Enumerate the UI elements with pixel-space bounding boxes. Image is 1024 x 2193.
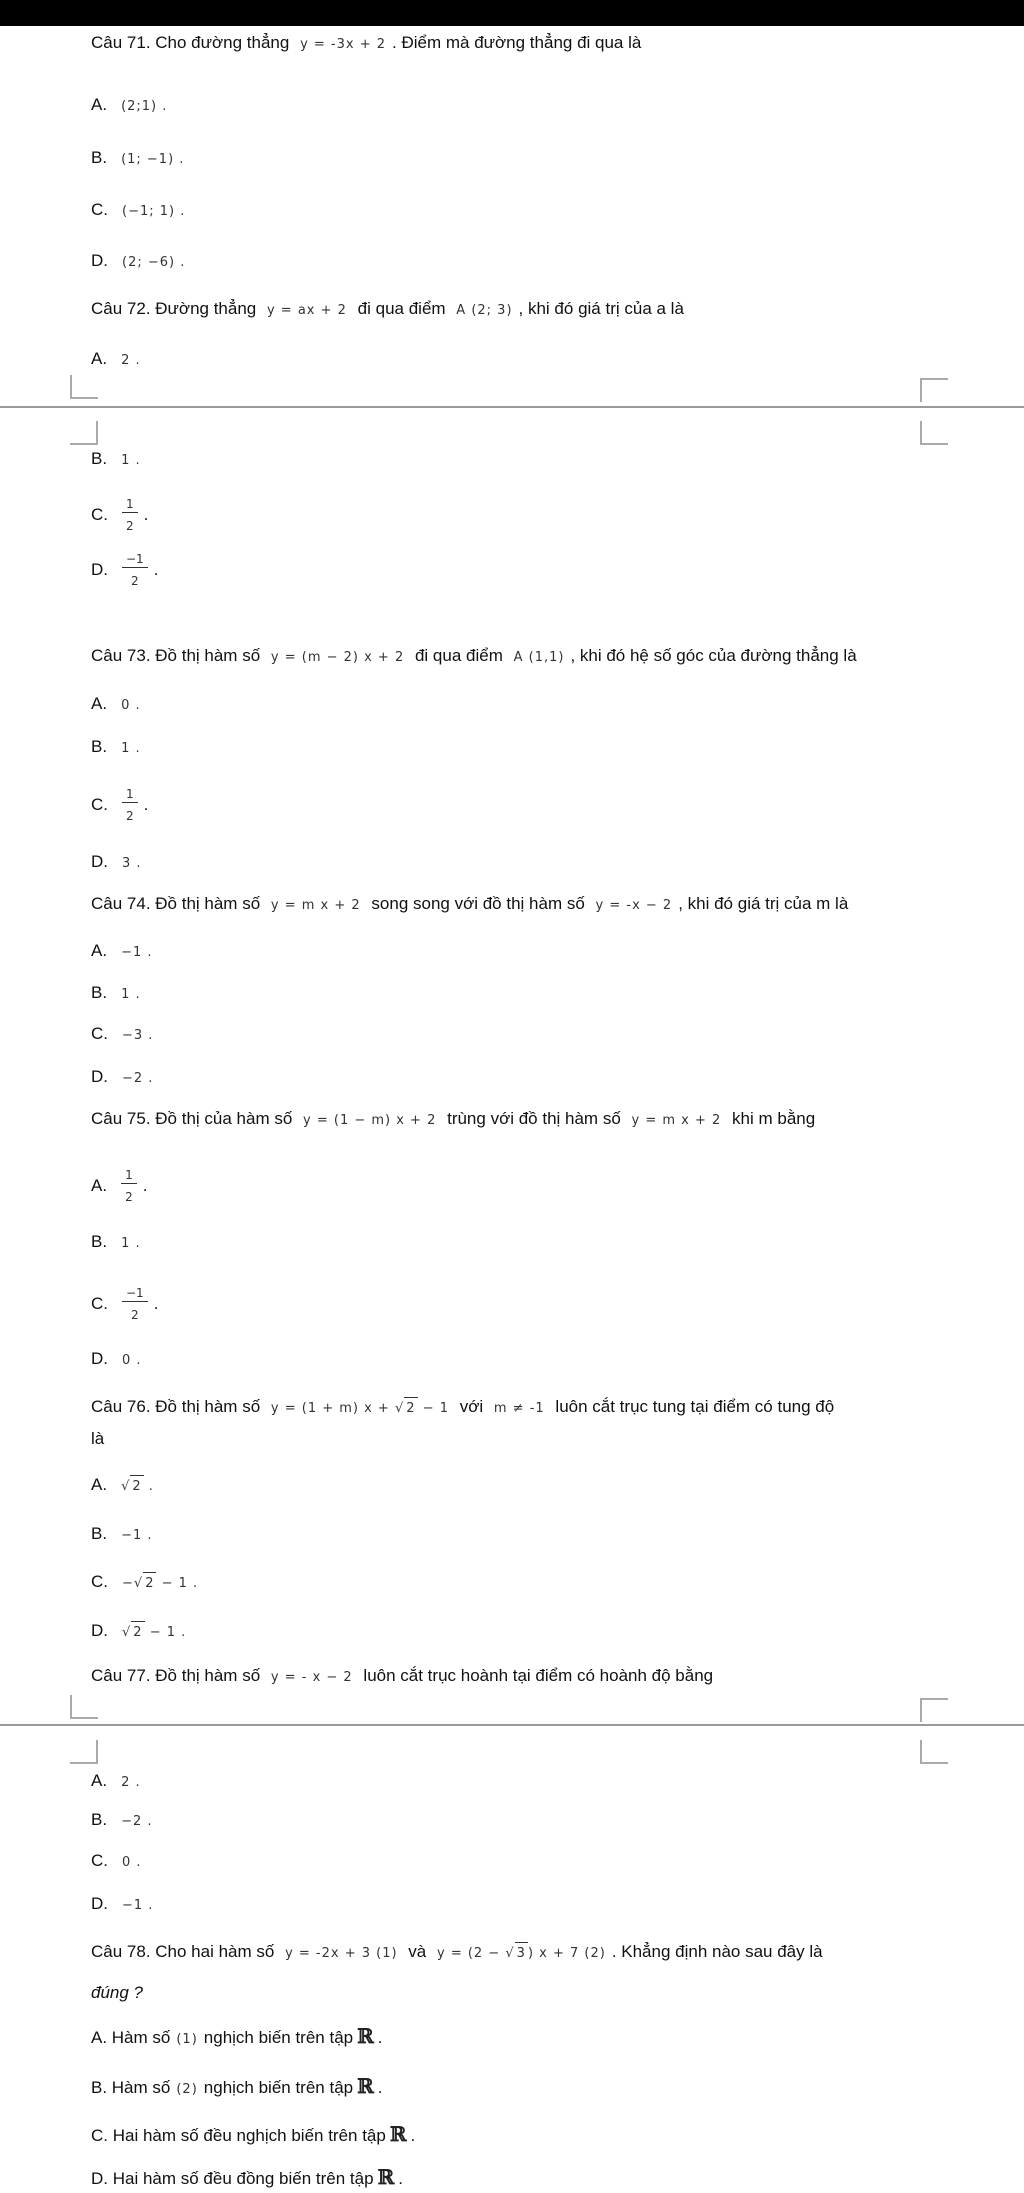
page-corner-mark — [70, 375, 98, 399]
option-73-d[interactable]: D. 3 . — [91, 852, 142, 871]
option-72-d[interactable]: D. $\frac{-1}{2}$ . — [91, 552, 159, 588]
fraction: $\frac{-1}{2}$ — [122, 1285, 148, 1324]
equation: y = (2 − √ 3 ) x + 7 (2) — [437, 1946, 606, 1961]
question-76-cont: là — [91, 1429, 105, 1448]
point: A (1,1) — [513, 650, 565, 665]
option-71-a[interactable]: A. (2;1) . — [91, 95, 168, 114]
option-72-a[interactable]: A. 2 . — [91, 349, 141, 368]
option-74-d[interactable]: D. −2 . — [91, 1067, 154, 1086]
option-74-a[interactable]: A. −1 . — [91, 941, 153, 960]
option-71-d[interactable]: D. (2; −6) . — [91, 251, 186, 270]
option-76-d[interactable]: D. √ 2 − 1 . — [91, 1620, 192, 1644]
question-71 — [91, 32, 641, 56]
option-74-b[interactable]: B. 1 . — [91, 983, 141, 1002]
real-set-symbol: ℝ — [377, 2165, 395, 2189]
page-corner-mark — [920, 378, 948, 402]
option-78-d[interactable]: D. Hai hàm số đều đồng biến trên tập ℝ . — [91, 2165, 403, 2189]
option-75-b[interactable]: B. 1 . — [91, 1232, 141, 1251]
question-78: Câu 78. Cho hai hàm số y = -2x + 3 (1) và y = (2 − √ 3 ) x + 7 (2) . Khẳng định nào sau đây là — [91, 1941, 823, 1965]
question-73: Câu 73. Đồ thị hàm số y = (m − 2) x + 2 đi qua điểm A (1,1) , khi đó hệ số góc của đường thẳng là — [91, 646, 857, 665]
equation: y = (1 + m) x + √ 2 − 1 — [271, 1401, 449, 1416]
option-73-b[interactable]: B. 1 . — [91, 737, 141, 756]
option-72-b[interactable]: B. 1 . — [91, 449, 141, 468]
option-77-b[interactable]: B. −2 . — [91, 1810, 153, 1829]
page-corner-mark — [70, 1740, 98, 1764]
page-break — [0, 1724, 1024, 1726]
question-tail: . Điểm mà đường thẳng đi qua là — [392, 33, 642, 52]
page-corner-mark — [920, 1698, 948, 1722]
question-74: Câu 74. Đồ thị hàm số y = m x + 2 song song với đồ thị hàm số y = -x − 2 , khi đó giá trị của m là — [91, 894, 849, 913]
equation: y = m x + 2 — [270, 898, 361, 913]
question-75: Câu 75. Đồ thị của hàm số y = (1 − m) x + 2 trùng với đồ thị hàm số y = m x + 2 khi m bằng — [91, 1109, 816, 1128]
equation: y = (1 − m) x + 2 — [303, 1113, 437, 1128]
option-75-c[interactable]: C. $\frac{-1}{2}$ . — [91, 1286, 159, 1322]
question-77: Câu 77. Đồ thị hàm số y = - x − 2 luôn cắt trục hoành tại điểm có hoành độ bằng — [91, 1666, 714, 1685]
equation: y = -x − 2 — [595, 898, 673, 913]
equation: y = ax + 2 — [266, 303, 347, 318]
question-72: Câu 72. Đường thẳng y = ax + 2 đi qua điểm A (2; 3) , khi đó giá trị của a là — [91, 299, 684, 318]
option-71-c[interactable]: C. (−1; 1) . — [91, 200, 186, 219]
option-78-c[interactable]: C. Hai hàm số đều nghịch biến trên tập ℝ . — [91, 2122, 416, 2146]
equation: y = m x + 2 — [631, 1113, 722, 1128]
option-75-a[interactable]: A. $\frac{1}{2}$ . — [91, 1168, 148, 1204]
condition: m ≠ -1 — [493, 1401, 545, 1416]
option-73-a[interactable]: A. 0 . — [91, 694, 141, 713]
question-stem: Câu 71. Cho đường thẳng — [91, 33, 290, 52]
option-77-a[interactable]: A. 2 . — [91, 1771, 141, 1790]
fraction: $\frac{1}{2}$ — [122, 496, 138, 535]
question-78-cont: đúng ? — [91, 1983, 143, 2002]
top-bar — [0, 0, 1024, 26]
option-74-c[interactable]: C. −3 . — [91, 1024, 154, 1043]
option-78-b[interactable]: B. Hàm số (2) nghịch biến trên tập ℝ . — [91, 2074, 383, 2098]
question-76: Câu 76. Đồ thị hàm số y = (1 + m) x + √ 2 − 1 với m ≠ -1 luôn cắt trục tung tại điểm có tung độ — [91, 1396, 834, 1420]
option-72-c[interactable]: C. $\frac{1}{2}$ . — [91, 497, 149, 533]
real-set-symbol: ℝ — [357, 2024, 374, 2048]
option-71-b[interactable]: B. (1; −1) . — [91, 148, 185, 167]
real-set-symbol: ℝ — [389, 2122, 407, 2146]
page-corner-mark — [920, 1740, 948, 1764]
option-76-c[interactable]: C. −√ 2 − 1 . — [91, 1571, 204, 1595]
option-77-c[interactable]: C. 0 . — [91, 1851, 142, 1870]
option-78-a[interactable]: A. Hàm số (1) nghịch biến trên tập ℝ . — [91, 2024, 383, 2048]
real-set-symbol: ℝ — [357, 2074, 374, 2098]
option-76-a[interactable]: A. √ 2 . — [91, 1474, 160, 1498]
equation: y = -3x + 2 — [300, 37, 387, 52]
fraction: $\frac{-1}{2}$ — [122, 551, 148, 590]
page-break — [0, 406, 1024, 408]
option-73-c[interactable]: C. $\frac{1}{2}$ . — [91, 787, 149, 823]
option-77-d[interactable]: D. −1 . — [91, 1894, 154, 1913]
page-corner-mark — [70, 421, 98, 445]
page-corner-mark — [70, 1695, 98, 1719]
equation: y = - x − 2 — [270, 1670, 353, 1685]
equation: y = -2x + 3 (1) — [285, 1946, 398, 1961]
option-75-d[interactable]: D. 0 . — [91, 1349, 142, 1368]
page-corner-mark — [920, 421, 948, 445]
equation: y = (m − 2) x + 2 — [270, 650, 405, 665]
option-76-b[interactable]: B. −1 . — [91, 1524, 153, 1543]
point: A (2; 3) — [456, 303, 513, 318]
fraction: $\frac{1}{2}$ — [121, 1167, 137, 1206]
fraction: $\frac{1}{2}$ — [122, 786, 138, 825]
